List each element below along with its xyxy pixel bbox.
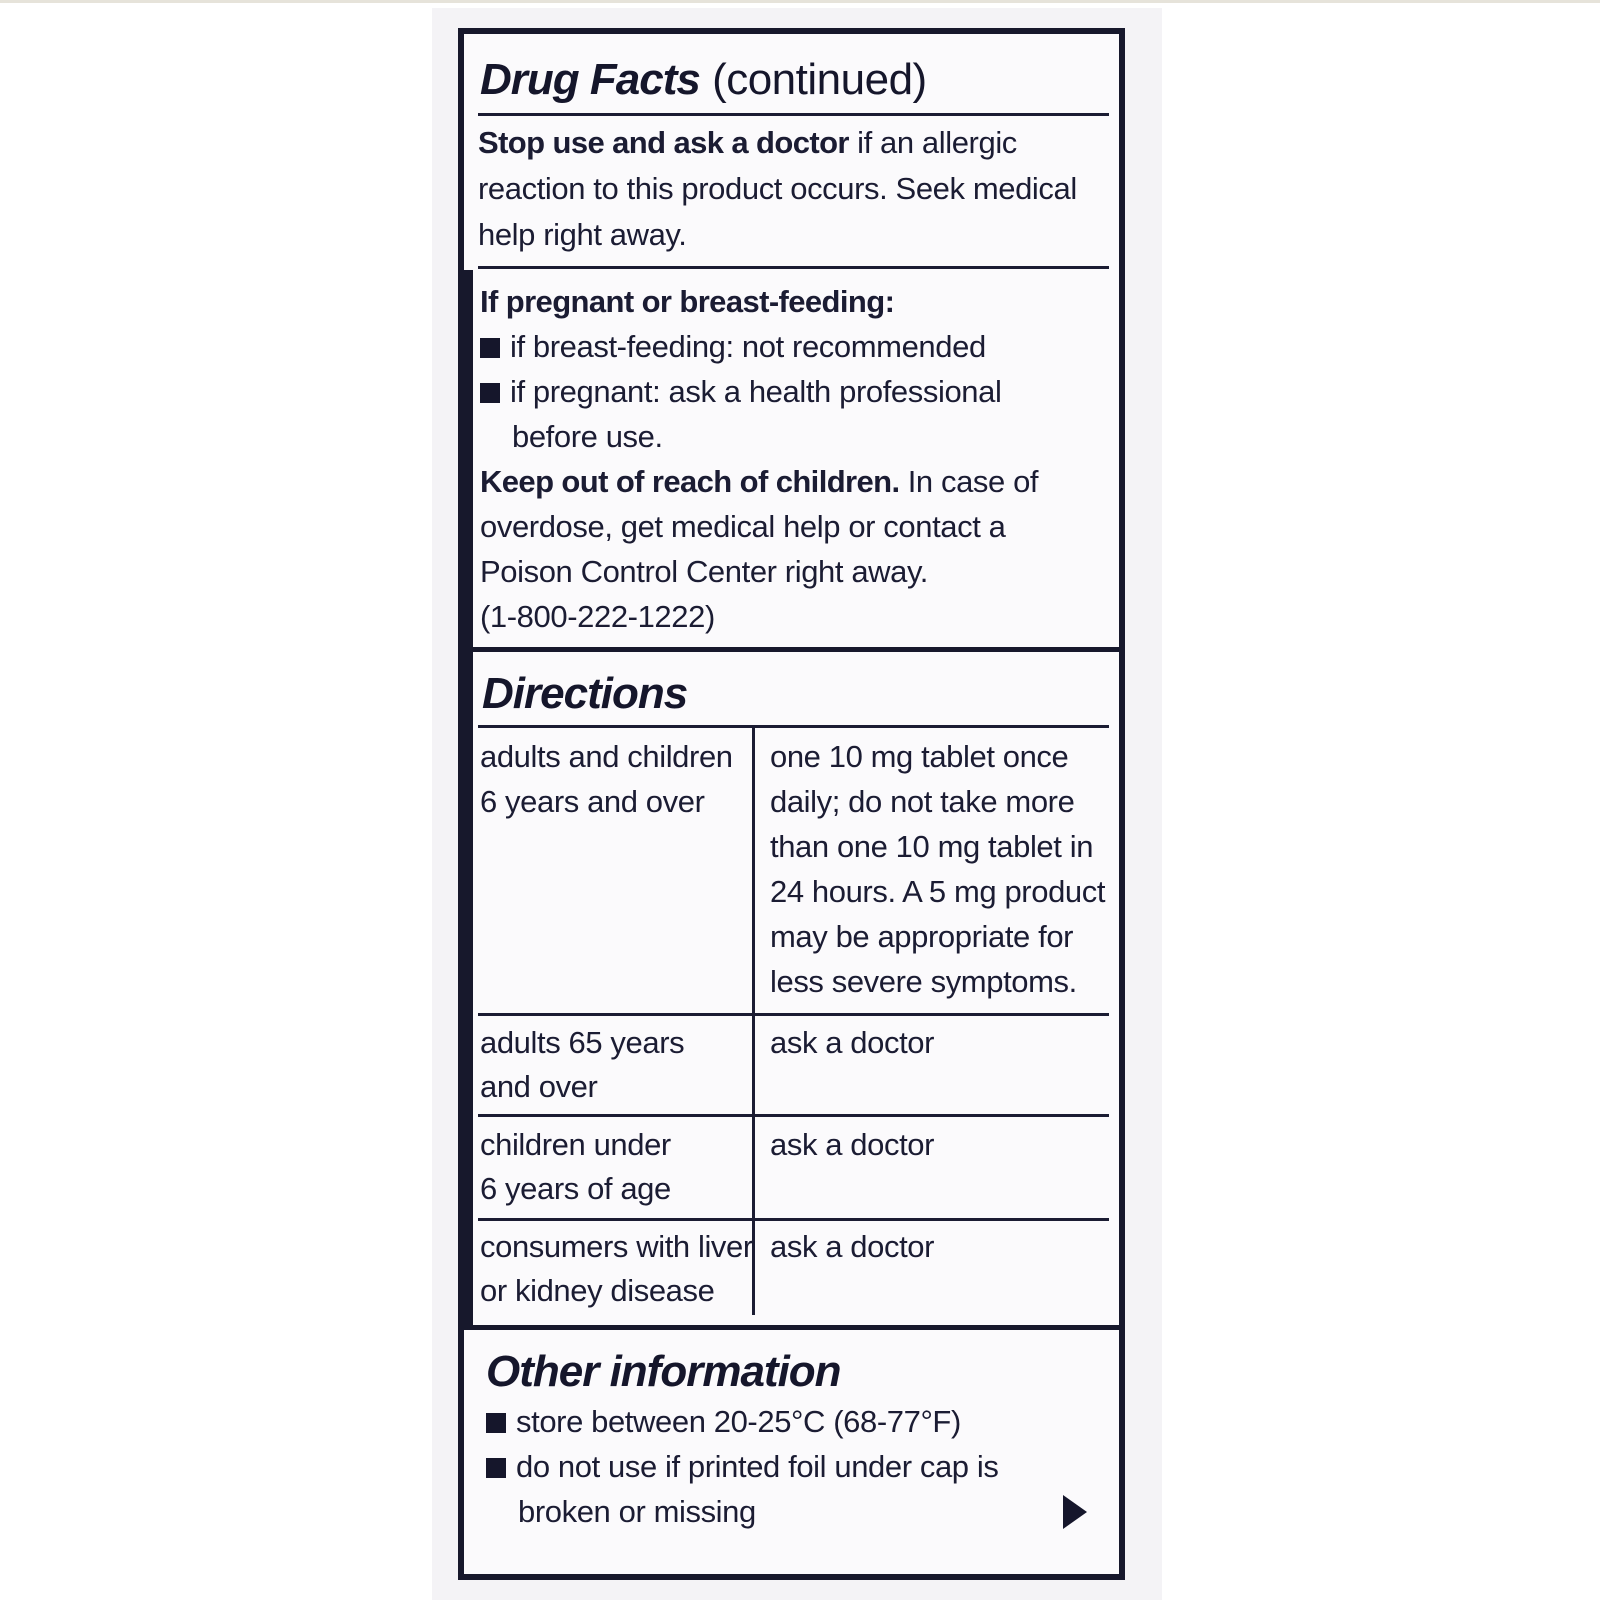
bullet-square-icon	[486, 1458, 506, 1478]
directions-row-2-who-1: adults 65 years	[480, 1025, 685, 1060]
directions-row-1-dose-1: one 10 mg tablet once	[770, 739, 1069, 774]
keep-out-line-1	[480, 459, 1038, 505]
pregnant-bullet-2-line-2: before use.	[512, 419, 663, 454]
warnings-left-rule	[464, 270, 473, 650]
directions-row-2-dose: ask a doctor	[770, 1025, 935, 1060]
directions-row-1-dose-5: may be appropriate for	[770, 919, 1074, 954]
directions-row-rule	[478, 1114, 1109, 1117]
stop-use-line-1	[478, 120, 1017, 166]
pregnant-bullet-2	[480, 369, 1001, 415]
other-info-bullet-1-text: store between 20-25°C (68-77°F)	[516, 1404, 961, 1439]
directions-row-2-who-2: and over	[480, 1069, 598, 1104]
pregnant-heading: If pregnant or breast-feeding:	[480, 284, 895, 319]
keep-out-rest: In case of	[907, 464, 1039, 499]
other-info-bullet-2	[486, 1444, 998, 1490]
bullet-square-icon	[480, 338, 500, 358]
bullet-square-icon	[486, 1413, 506, 1433]
stop-use-rule	[478, 266, 1109, 269]
pregnant-bullet-1	[480, 324, 986, 370]
directions-row-4-who-1: consumers with liver	[480, 1229, 753, 1264]
other-info-bullet-1	[486, 1399, 961, 1445]
other-info-bullet-2-line-2: broken or missing	[518, 1494, 756, 1529]
stop-use-rest: if an allergic	[857, 125, 1017, 160]
stop-use-bold: Stop use and ask a doctor	[478, 125, 849, 160]
title-rule	[478, 113, 1109, 116]
directions-row-3-dose: ask a doctor	[770, 1127, 935, 1162]
directions-divider	[464, 647, 1119, 652]
directions-row-3-who-1: children under	[480, 1127, 671, 1162]
directions-row-1-dose-3: than one 10 mg tablet in	[770, 829, 1094, 864]
directions-row-1-who-1: adults and children	[480, 739, 733, 774]
stop-use-line-2: reaction to this product occurs. Seek medical	[478, 171, 1077, 206]
stop-use-line-3: help right away.	[478, 217, 687, 252]
bullet-square-icon	[480, 383, 500, 403]
directions-row-4-dose: ask a doctor	[770, 1229, 935, 1264]
pregnant-bullet-2-text: if pregnant: ask a health professional	[510, 374, 1002, 409]
directions-row-rule	[478, 1218, 1109, 1221]
directions-left-rule	[464, 647, 473, 1327]
drug-facts-panel	[458, 28, 1125, 1580]
keep-out-bold: Keep out of reach of children.	[480, 464, 900, 499]
directions-row-4-who-2: or kidney disease	[480, 1273, 715, 1308]
directions-row-1-dose-6: less severe symptoms.	[770, 964, 1077, 999]
directions-row-1-who-2: 6 years and over	[480, 784, 705, 819]
keep-out-phone: (1-800-222-1222)	[480, 599, 715, 634]
directions-row-1-dose-2: daily; do not take more	[770, 784, 1075, 819]
title-continued: (continued)	[712, 55, 927, 104]
other-info-divider	[464, 1325, 1119, 1330]
continue-arrow-icon	[1063, 1495, 1087, 1529]
keep-out-line-2: overdose, get medical help or contact a	[480, 509, 1006, 544]
keep-out-line-3: Poison Control Center right away.	[480, 554, 929, 589]
directions-row-1-dose-4: 24 hours. A 5 mg product	[770, 874, 1106, 909]
directions-row-rule	[478, 1013, 1109, 1016]
drug-facts-title	[480, 50, 927, 110]
other-info-heading: Other information	[486, 1347, 841, 1396]
directions-row-3-who-2: 6 years of age	[480, 1171, 671, 1206]
directions-heading: Directions	[482, 669, 688, 718]
pregnant-bullet-1-text: if breast-feeding: not recommended	[510, 329, 986, 364]
directions-heading-rule	[478, 725, 1109, 728]
page-top-rule	[0, 0, 1600, 3]
other-info-bullet-2-text: do not use if printed foil under cap is	[516, 1449, 999, 1484]
title-bold: Drug Facts	[480, 55, 700, 104]
